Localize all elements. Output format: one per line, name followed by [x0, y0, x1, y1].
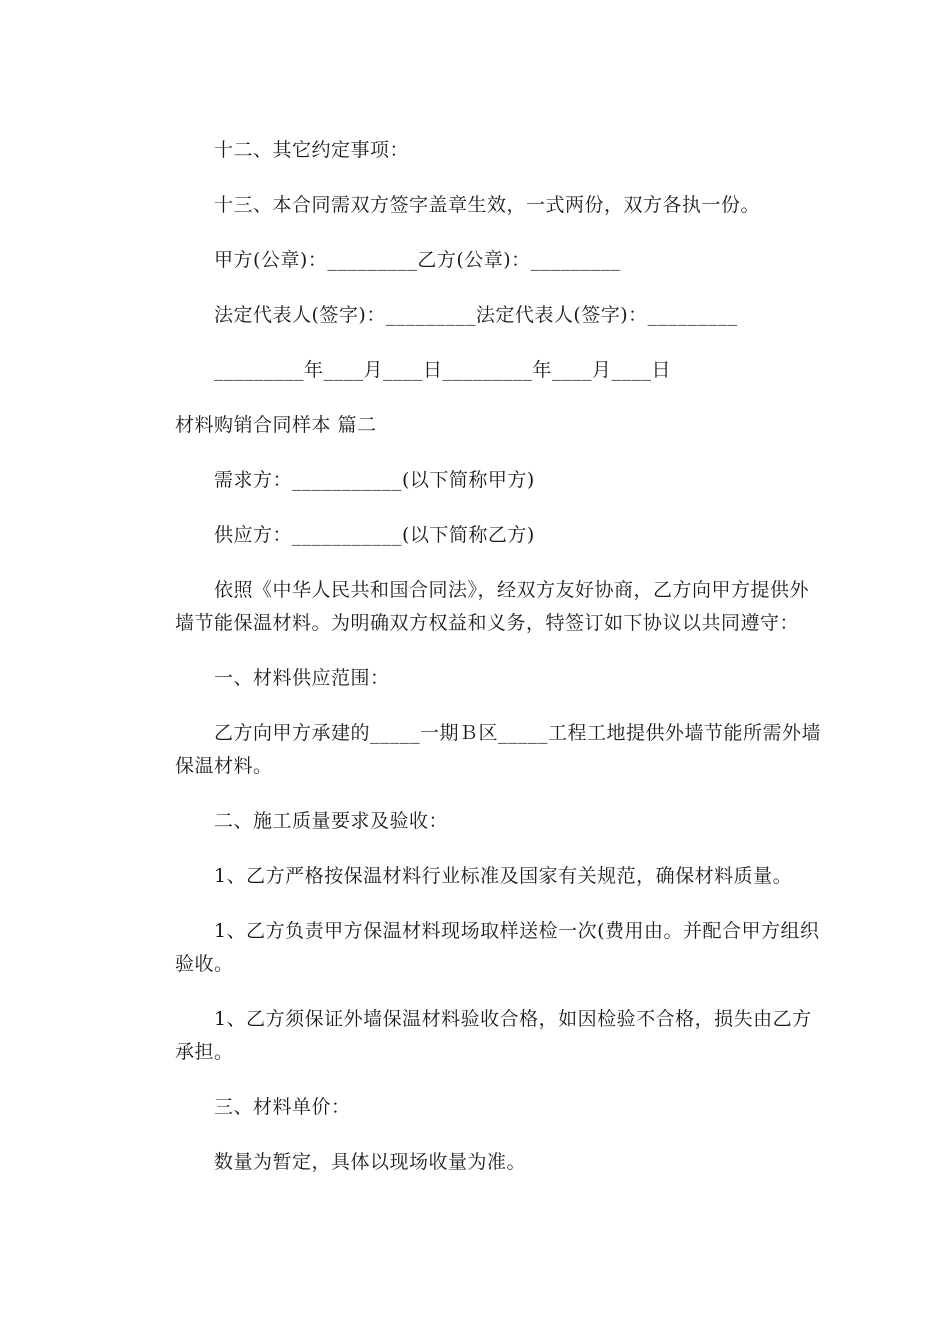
section-2-item-3-line-2: 承担。 — [175, 1041, 234, 1063]
section-2-item-1: 1、乙方严格按保温材料行业标准及国家有关规范，确保材料质量。 — [214, 865, 793, 887]
section-3-heading: 三、材料单价： — [214, 1096, 351, 1118]
section-3-text: 数量为暂定，具体以现场收量为准。 — [214, 1151, 527, 1173]
legal-rep-signature-line: 法定代表人(签字)：_________法定代表人(签字)：_________ — [214, 304, 738, 326]
section-title: 材料购销合同样本 篇二 — [175, 414, 377, 436]
party-seal-line: 甲方(公章)：_________乙方(公章)：_________ — [214, 249, 621, 271]
date-line: _________年____月____日_________年____月____日 — [214, 359, 672, 381]
section-2-heading: 二、施工质量要求及验收： — [214, 810, 449, 832]
section-1-text-line-2: 保温材料。 — [175, 755, 273, 777]
supplier-line: 供应方：___________(以下简称乙方) — [214, 524, 535, 546]
section-2-item-3-line-1: 1、乙方须保证外墙保温材料验收合格，如因检验不合格，损失由乙方 — [214, 1008, 812, 1030]
intro-paragraph-line-2: 墙节能保温材料。为明确双方权益和义务，特签订如下协议以共同遵守： — [175, 612, 800, 634]
section-1-heading: 一、材料供应范围： — [214, 667, 390, 689]
section-2-item-2-line-2: 验收。 — [175, 953, 234, 975]
intro-paragraph-line-1: 依照《中华人民共和国合同法》，经双方友好协商，乙方向甲方提供外 — [214, 579, 810, 601]
buyer-line: 需求方：___________(以下简称甲方) — [214, 469, 535, 491]
clause-12: 十二、其它约定事项： — [214, 139, 410, 161]
clause-13: 十三、本合同需双方签字盖章生效，一式两份，双方各执一份。 — [214, 194, 761, 216]
section-2-item-2-line-1: 1、乙方负责甲方保温材料现场取样送检一次(费用由。并配合甲方组织 — [214, 920, 820, 942]
section-1-text-line-1: 乙方向甲方承建的_____一期Ｂ区_____工程工地提供外墙节能所需外墙 — [214, 722, 822, 744]
